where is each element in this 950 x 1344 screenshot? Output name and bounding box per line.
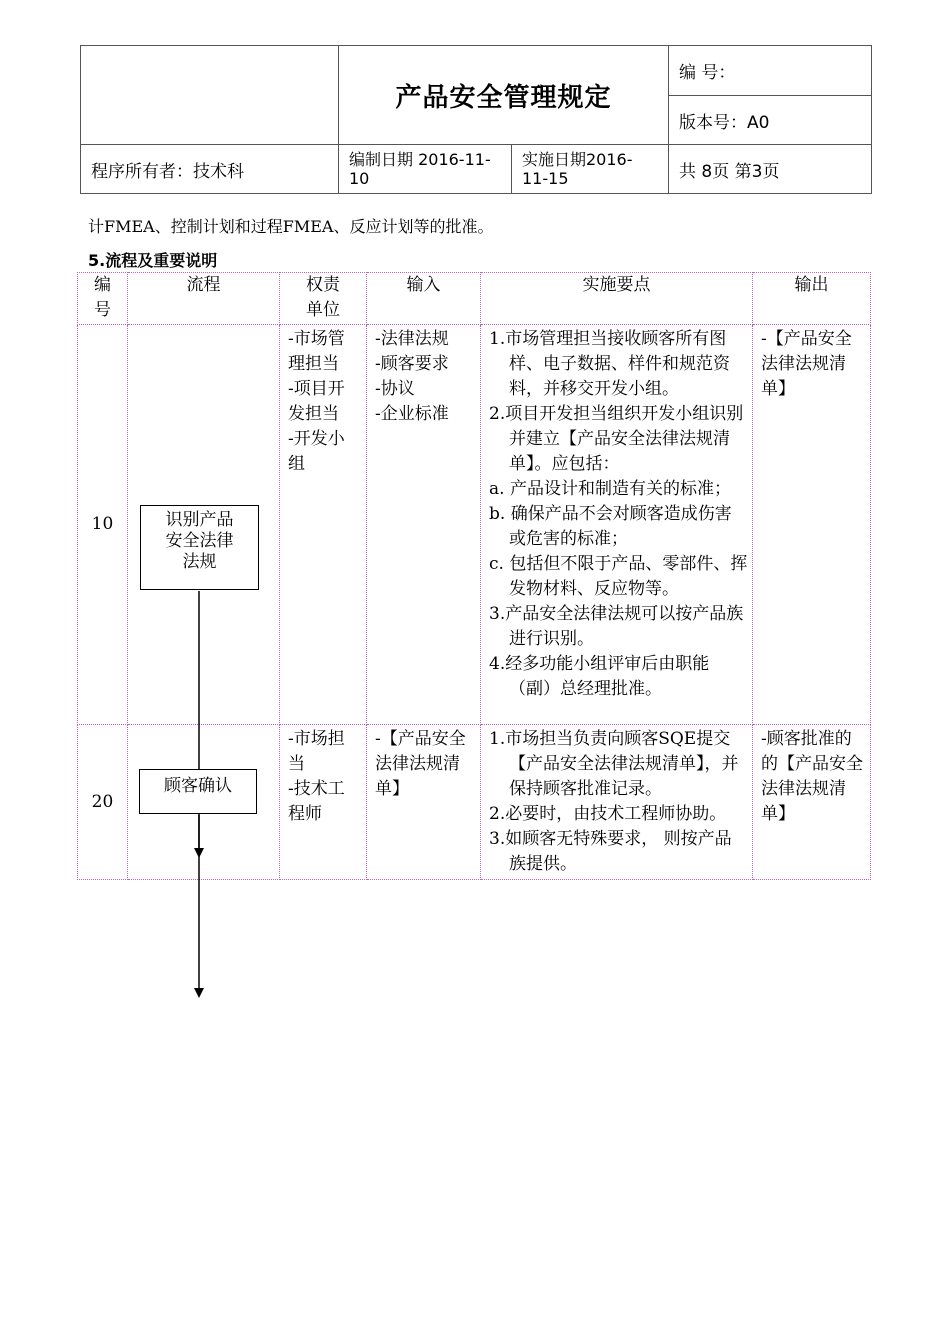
list-item: 4.经多功能小组评审后由职能（副）总经理批准。 <box>489 654 710 699</box>
flow-box-confirm: 顾客确认 <box>139 769 257 814</box>
list-item: 1.市场担当负责向顾客SQE提交【产品安全法律法规清单】，并保持顾客批准记录。 <box>489 729 739 799</box>
list-item: a. 产品设计和制造有关的标准； <box>489 479 731 499</box>
list-item: 3.如顾客无特殊要求， 则按产品族提供。 <box>489 829 732 874</box>
effective-date: 实施日期2016-11-15 <box>512 145 669 194</box>
list-item: 2.必要时，由技术工程师协助。 <box>489 804 727 824</box>
row-number: 10 <box>78 325 128 725</box>
header-points: 实施要点 <box>481 273 753 325</box>
page-count: 共 8页 第3页 <box>669 145 872 194</box>
output-cell: -顾客批准的的【产品安全法律法规清单】 <box>753 725 871 880</box>
compile-date: 编制日期 2016-11-10 <box>339 145 512 194</box>
list-item: c. 包括但不限于产品、零部件、挥发物材料、反应物等。 <box>489 554 748 599</box>
input-cell: -【产品安全法律法规清单】 <box>367 725 481 880</box>
row-number: 20 <box>78 725 128 880</box>
doc-number-label: 编 号： <box>669 46 872 96</box>
responsible-cell: -市场管理担当 -项目开发担当 -开发小组 <box>280 325 367 725</box>
arrow-head-icon <box>194 988 204 998</box>
flow-box-identify: 识别产品安全法律法规 <box>140 505 259 590</box>
list-item: b. 确保产品不会对顾客造成伤害或危害的标准； <box>489 504 732 549</box>
intro-text: 计FMEA、控制计划和过程FMEA、反应计划等的批准。 <box>88 217 494 236</box>
output-cell: -【产品安全法律法规清单】 <box>753 325 871 725</box>
list-item: 1.市场管理担当接收顾客所有图样、电子数据、样件和规范资料，并移交开发小组。 <box>489 329 730 399</box>
header-flow: 流程 <box>128 273 280 325</box>
header-number: 编号 <box>78 273 128 325</box>
responsible-cell: -市场担当 -技术工程师 <box>280 725 367 880</box>
header-input: 输入 <box>367 273 481 325</box>
header-responsible: 权责单位 <box>280 273 367 325</box>
doc-owner: 程序所有者：技术科 <box>81 145 339 194</box>
list-item: 2.项目开发担当组织开发小组识别并建立【产品安全法律法规清单】。应包括： <box>489 404 744 474</box>
doc-title: 产品安全管理规定 <box>339 46 669 145</box>
list-item: 3.产品安全法律法规可以按产品族进行识别。 <box>489 604 744 649</box>
input-cell: -法律法规 -顾客要求 -协议 -企业标准 <box>367 325 481 725</box>
header-output: 输出 <box>753 273 871 325</box>
section-title: 5.流程及重要说明 <box>88 251 218 270</box>
doc-version: 版本号：A0 <box>669 96 872 145</box>
